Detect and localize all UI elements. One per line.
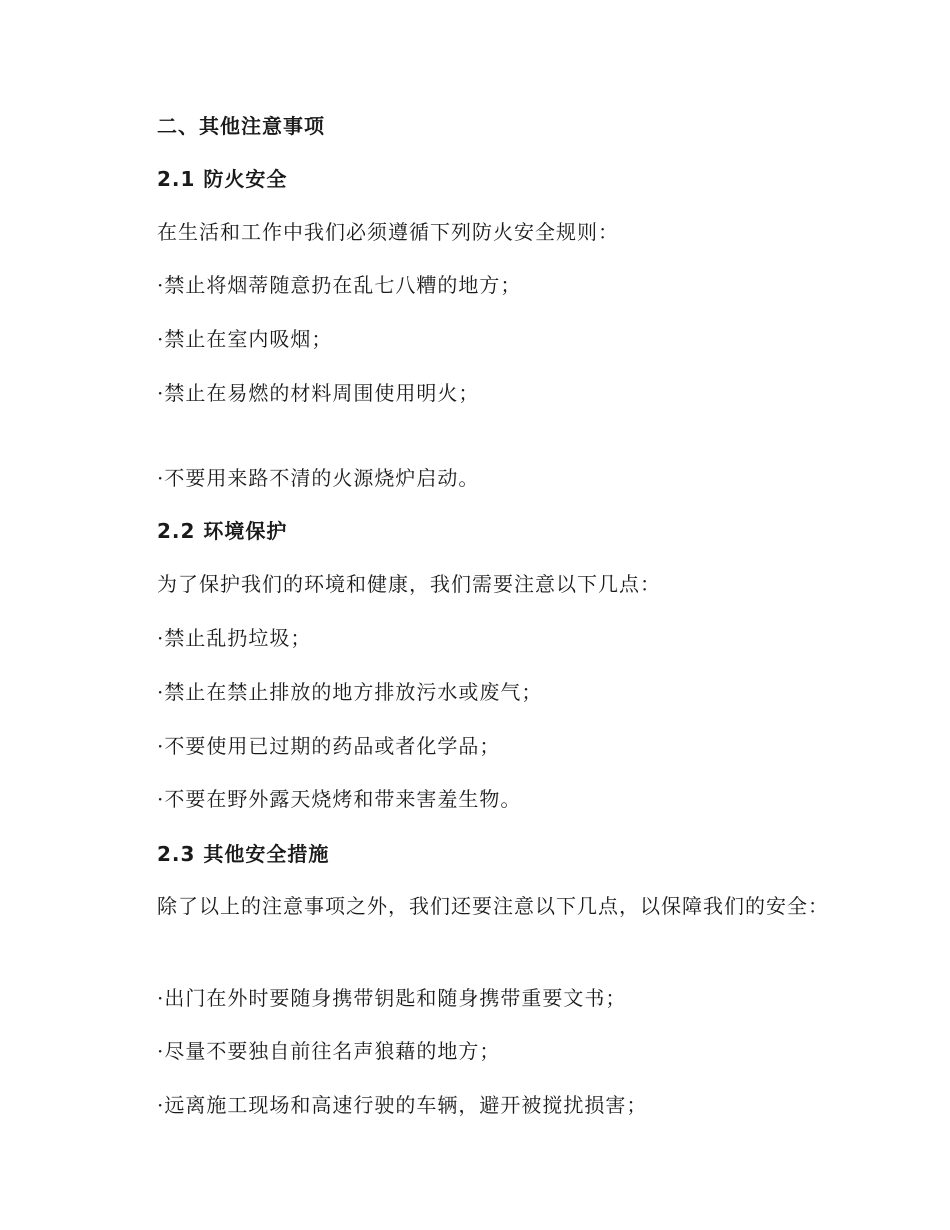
list-item: ·禁止在禁止排放的地方排放污水或废气； <box>157 680 543 704</box>
list-item: ·远离施工现场和高速行驶的车辆，避开被搅扰损害； <box>157 1093 648 1117</box>
list-item: ·不要在野外露天烧烤和带来害羞生物。 <box>157 787 522 811</box>
list-item: ·尽量不要独自前往名声狼藉的地方； <box>157 1039 501 1063</box>
paragraph-other-intro: 除了以上的注意事项之外，我们还要注意以下几点，以保障我们的安全： <box>157 894 829 918</box>
list-item: ·不要使用已过期的药品或者化学品； <box>157 734 501 758</box>
section-title: 二、其他注意事项 <box>157 114 325 138</box>
list-item: ·禁止乱扔垃圾； <box>157 626 312 650</box>
heading-other-measures: 2.3 其他安全措施 <box>157 842 330 866</box>
paragraph-fire-intro: 在生活和工作中我们必须遵循下列防火安全规则： <box>157 220 619 244</box>
heading-environment: 2.2 环境保护 <box>157 519 288 543</box>
heading-fire-safety: 2.1 防火安全 <box>157 167 288 191</box>
list-item: ·不要用来路不清的火源烧炉启动。 <box>157 466 480 490</box>
list-item: ·禁止在易燃的材料周围使用明火； <box>157 381 480 405</box>
paragraph-environment-intro: 为了保护我们的环境和健康，我们需要注意以下几点： <box>157 572 661 596</box>
list-item: ·禁止将烟蒂随意扔在乱七八糟的地方； <box>157 273 522 297</box>
list-item: ·出门在外时要随身携带钥匙和随身携带重要文书； <box>157 986 627 1010</box>
list-item: ·禁止在室内吸烟； <box>157 327 333 351</box>
